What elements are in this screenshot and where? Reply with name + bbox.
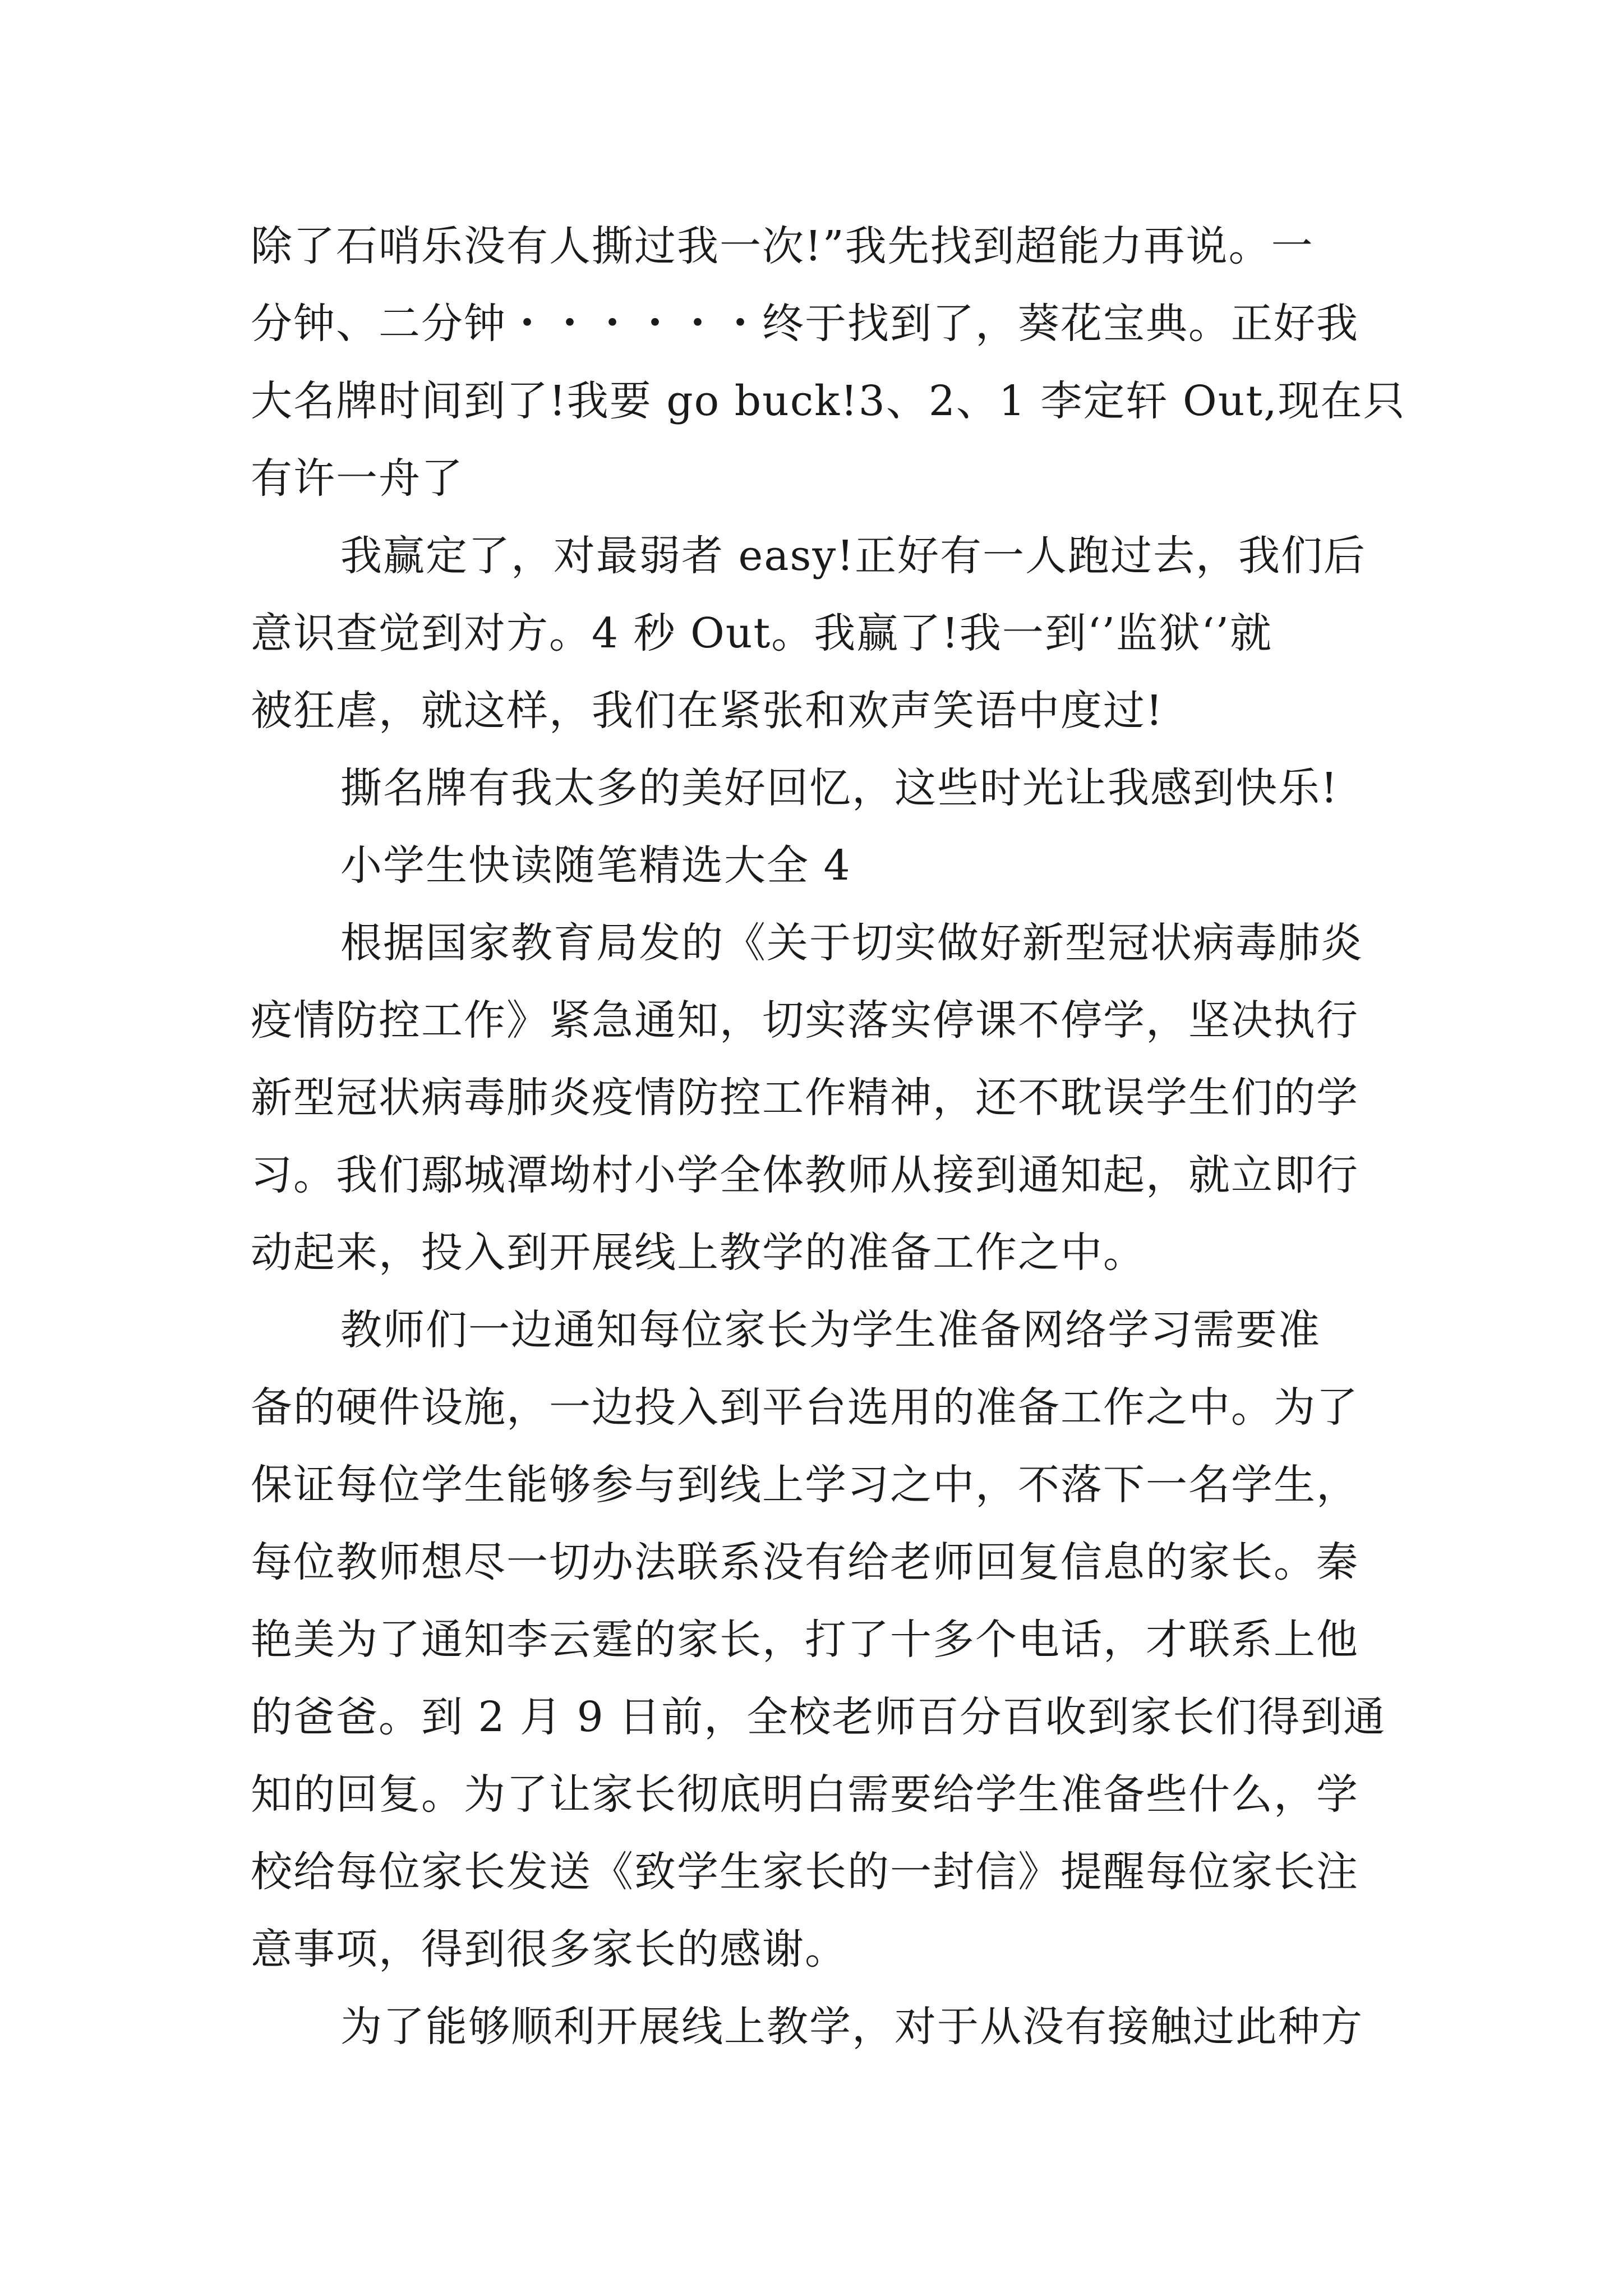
text-line: 习。我们鄢城潭坳村小学全体教师从接到通知起，就立即行	[251, 1151, 1359, 1199]
text-line: 意事项，得到很多家长的感谢。	[251, 1925, 847, 1973]
text-line: 除了石哨乐没有人撕过我一次!”我先找到超能力再说。一	[251, 222, 1314, 270]
paragraph-start-line: 撕名牌有我太多的美好回忆，这些时光让我感到快乐!	[340, 764, 1339, 812]
text-line: 备的硬件设施，一边投入到平台选用的准备工作之中。为了	[251, 1383, 1359, 1432]
text-line: 校给每位家长发送《致学生家长的一封信》提醒每位家长注	[251, 1848, 1359, 1896]
text-line: 新型冠状病毒肺炎疫情防控工作精神，还不耽误学生们的学	[251, 1074, 1359, 1122]
text-line: 艳美为了通知李云霆的家长，打了十多个电话，才联系上他	[251, 1616, 1359, 1664]
paragraph-start-line: 为了能够顺利开展线上教学，对于从没有接触过此种方	[340, 2003, 1363, 2051]
text-line: 的爸爸。到 2 月 9 日前，全校老师百分百收到家长们得到通	[251, 1693, 1386, 1741]
text-line: 保证每位学生能够参与到线上学习之中，不落下一名学生，	[251, 1461, 1359, 1509]
text-line: 知的回复。为了让家长彻底明白需要给学生准备些什么，学	[251, 1770, 1359, 1819]
text-line: 大名牌时间到了!我要 go buck!3、2、1 李定轩 Out,现在只	[251, 377, 1406, 425]
text-line: 意识查觉到对方。4 秒 Out。我赢了!我一到‘’监狱‘’就	[251, 609, 1273, 657]
document-body	[251, 208, 1406, 2065]
text-line: 动起来，投入到开展线上教学的准备工作之中。	[251, 1228, 1146, 1277]
paragraph-start-line: 我赢定了，对最弱者 easy!正好有一人跑过去，我们后	[340, 532, 1366, 580]
section-heading: 小学生快读随笔精选大全 4	[340, 841, 851, 890]
text-line: 有许一舟了	[251, 454, 464, 503]
text-line: 每位教师想尽一切办法联系没有给老师回复信息的家长。秦	[251, 1538, 1359, 1586]
text-line: 疫情防控工作》紧急通知，切实落实停课不停学，坚决执行	[251, 996, 1359, 1045]
text-line: 分钟、二分钟・・・・・・终于找到了，葵花宝典。正好我	[251, 300, 1359, 348]
text-line: 被狂虐，就这样，我们在紧张和欢声笑语中度过!	[251, 687, 1164, 735]
paragraph-start-line: 教师们一边通知每位家长为学生准备网络学习需要准	[340, 1306, 1321, 1354]
paragraph-start-line: 根据国家教育局发的《关于切实做好新型冠状病毒肺炎	[340, 919, 1363, 967]
